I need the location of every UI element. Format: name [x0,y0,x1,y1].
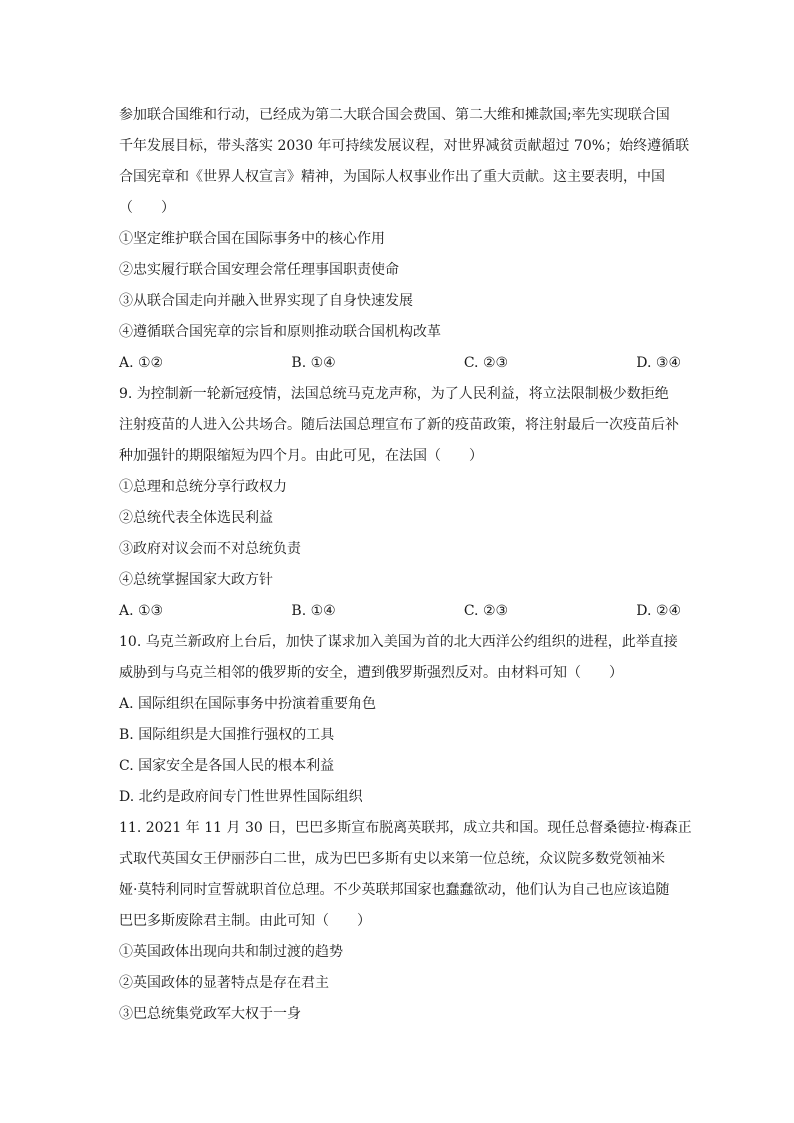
option-d: D. ③④ [636,355,681,371]
page-content [119,100,692,1030]
statement-item: ③政府对议会而不对总统负责 [119,541,301,557]
option-a: A. ①③ [119,603,164,619]
statement-item: ②忠实履行联合国安理会常任理事国职责使命 [119,262,399,278]
option-d: D. ②④ [636,603,681,619]
statement-item: ②英国政体的显著特点是存在君主 [119,975,329,991]
statement-item: ①英国政体出现向共和制过渡的趋势 [119,944,343,960]
question-stem-line: 合国宪章和《世界人权宣言》精神，为国际人权事业作出了重大贡献。这主要表明，中国 [119,169,665,185]
option-c: C. ②③ [463,603,509,619]
question-10 [119,627,681,813]
option-b: B. ①④ [291,603,336,619]
question-stem-line: 注射疫苗的人进入公共场合。随后法国总理宣布了新的疫苗政策，将注射最后一次疫苗后补 [119,417,679,433]
option-a: A. 国际组织在国际事务中扮演着重要角色 [119,696,377,712]
question-stem-line: 10. 乌克兰新政府上台后，加快了谋求加入美国为首的北大西洋公约组织的进程，此举直接 [119,634,678,650]
option-b: B. ①④ [291,355,336,371]
statement-item: ③巴总统集党政军大权于一身 [119,1006,301,1022]
question-stem-line: 千年发展目标，带头落实 2030 年可持续发展议程，对世界减贫贡献超过 70%；始终遵循联 [119,138,690,154]
statement-item: ②总统代表全体选民利益 [119,510,273,526]
answer-options [119,596,681,627]
statement-item: ③从联合国走向并融入世界实现了自身快速发展 [119,293,413,309]
option-b: B. 国际组织是大国推行强权的工具 [119,727,335,743]
option-c: C. 国家安全是各国人民的根本利益 [119,758,335,774]
statement-item: ④总统掌握国家大政方针 [119,572,273,588]
option-d: D. 北约是政府间专门性世界性国际组织 [119,789,363,805]
answer-options [119,348,681,379]
option-c: C. ②③ [463,355,509,371]
statement-item: ①总理和总统分享行政权力 [119,479,287,495]
question-stem-line: 参加联合国维和行动，已经成为第二大联合国会费国、第二大维和摊款国;率先实现联合国 [119,107,670,123]
question-stem-line: 巴巴多斯废除君主制。由此可知（ ） [119,913,371,929]
question-11 [119,813,692,1030]
question-stem-line: 11. 2021 年 11 月 30 日，巴巴多斯宣布脱离英联邦，成立共和国。现任总督桑德拉·梅森正 [119,820,692,836]
question-stem-line: 娅·莫特利同时宣誓就职首位总理。不少英联邦国家也蠢蠢欲动，他们认为自己也应该追随 [119,882,670,898]
statement-item: ④遵循联合国宪章的宗旨和原则推动联合国机构改革 [119,324,441,340]
question-stem-line: 威胁到与乌克兰相邻的俄罗斯的安全，遭到俄罗斯强烈反对。由材料可知（ ） [119,665,623,681]
answer-blank: （ ） [119,200,175,216]
option-a: A. ①② [119,355,164,371]
question-9 [119,379,681,627]
question-stem-line: 种加强针的期限缩短为四个月。由此可见，在法国（ ） [119,448,483,464]
question-8 [119,100,690,379]
statement-item: ①坚定维护联合国在国际事务中的核心作用 [119,231,385,247]
question-stem-line: 9. 为控制新一轮新冠疫情，法国总统马克龙声称，为了人民利益，将立法限制极少数拒绝 [119,386,669,402]
question-stem-line: 式取代英国女王伊丽莎白二世，成为巴巴多斯有史以来第一位总统，众议院多数党领袖米 [119,851,665,867]
